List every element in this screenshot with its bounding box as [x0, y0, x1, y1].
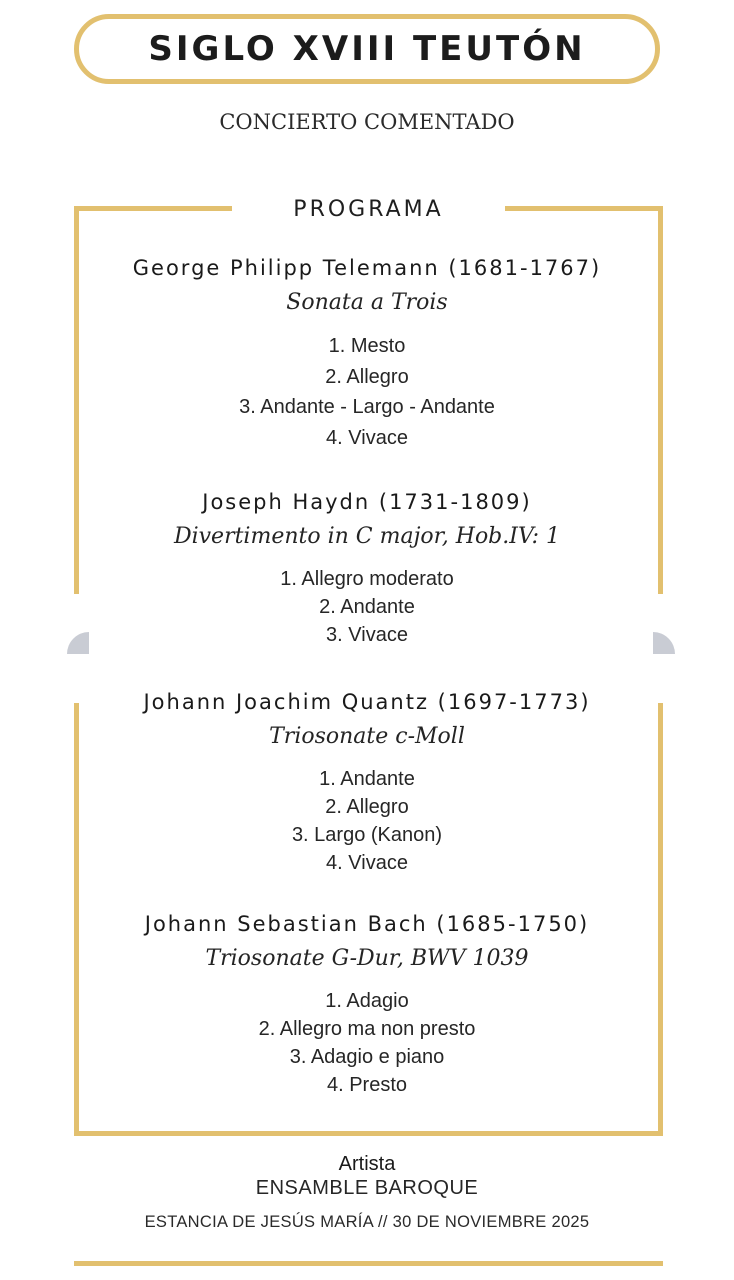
movement-list — [0, 331, 734, 454]
movement-item: 3. Adagio e piano — [289, 1046, 445, 1068]
concert-title: SIGLO XVIII TEUTÓN — [148, 29, 586, 69]
movement-item: 3. Andante - Largo - Andante — [239, 396, 495, 419]
composer-name: Johann Sebastian Bach (1685-1750) — [144, 912, 590, 936]
composer-name: George Philipp Telemann (1681-1767) — [132, 256, 602, 280]
movement-list — [0, 987, 734, 1099]
movement-item: 3. Vivace — [326, 624, 408, 646]
footer-rule — [74, 1261, 663, 1266]
movement-item: 4. Presto — [326, 1074, 408, 1096]
movement-item: 1. Andante — [319, 768, 415, 790]
program-piece — [0, 687, 734, 877]
program-piece — [0, 487, 734, 649]
work-title: Sonata a Trois — [286, 290, 448, 315]
program-piece — [0, 253, 734, 454]
movement-item: 1. Mesto — [328, 335, 406, 357]
frame-bottom-rule — [74, 1131, 663, 1136]
frame-top-right-rule — [505, 206, 663, 211]
movement-item: 1. Adagio — [325, 990, 409, 1012]
title-banner — [74, 14, 660, 84]
work-title: Triosonate c-Moll — [269, 724, 465, 749]
program-piece — [0, 909, 734, 1099]
work-title: Triosonate G-Dur, BWV 1039 — [205, 946, 529, 971]
movement-item: 2. Andante — [319, 596, 415, 618]
artist-name: ENSAMBLE BAROQUE — [255, 1177, 479, 1199]
program-heading: PROGRAMA — [293, 197, 444, 222]
work-title: Divertimento in C major, Hob.IV: 1 — [173, 524, 561, 549]
movement-item: 1. Allegro moderato — [280, 568, 454, 590]
concert-subtitle: CONCIERTO COMENTADO — [219, 110, 515, 134]
composer-name: Joseph Haydn (1731-1809) — [202, 490, 532, 514]
movement-list — [0, 765, 734, 877]
movement-item: 2. Allegro — [325, 365, 409, 388]
movement-item: 2. Allegro ma non presto — [258, 1018, 476, 1040]
frame-top-left-rule — [74, 206, 232, 211]
movement-list — [0, 565, 734, 649]
movement-item: 2. Allegro — [325, 796, 409, 818]
artist-label: Artista — [338, 1153, 396, 1175]
venue-and-date: ESTANCIA DE JESÚS MARÍA // 30 DE NOVIEMBRE 2025 — [144, 1213, 590, 1231]
movement-item: 3. Largo (Kanon) — [291, 824, 443, 846]
movement-item: 4. Vivace — [326, 427, 408, 450]
movement-item: 4. Vivace — [326, 852, 408, 874]
composer-name: Johann Joachim Quantz (1697-1773) — [143, 690, 591, 714]
